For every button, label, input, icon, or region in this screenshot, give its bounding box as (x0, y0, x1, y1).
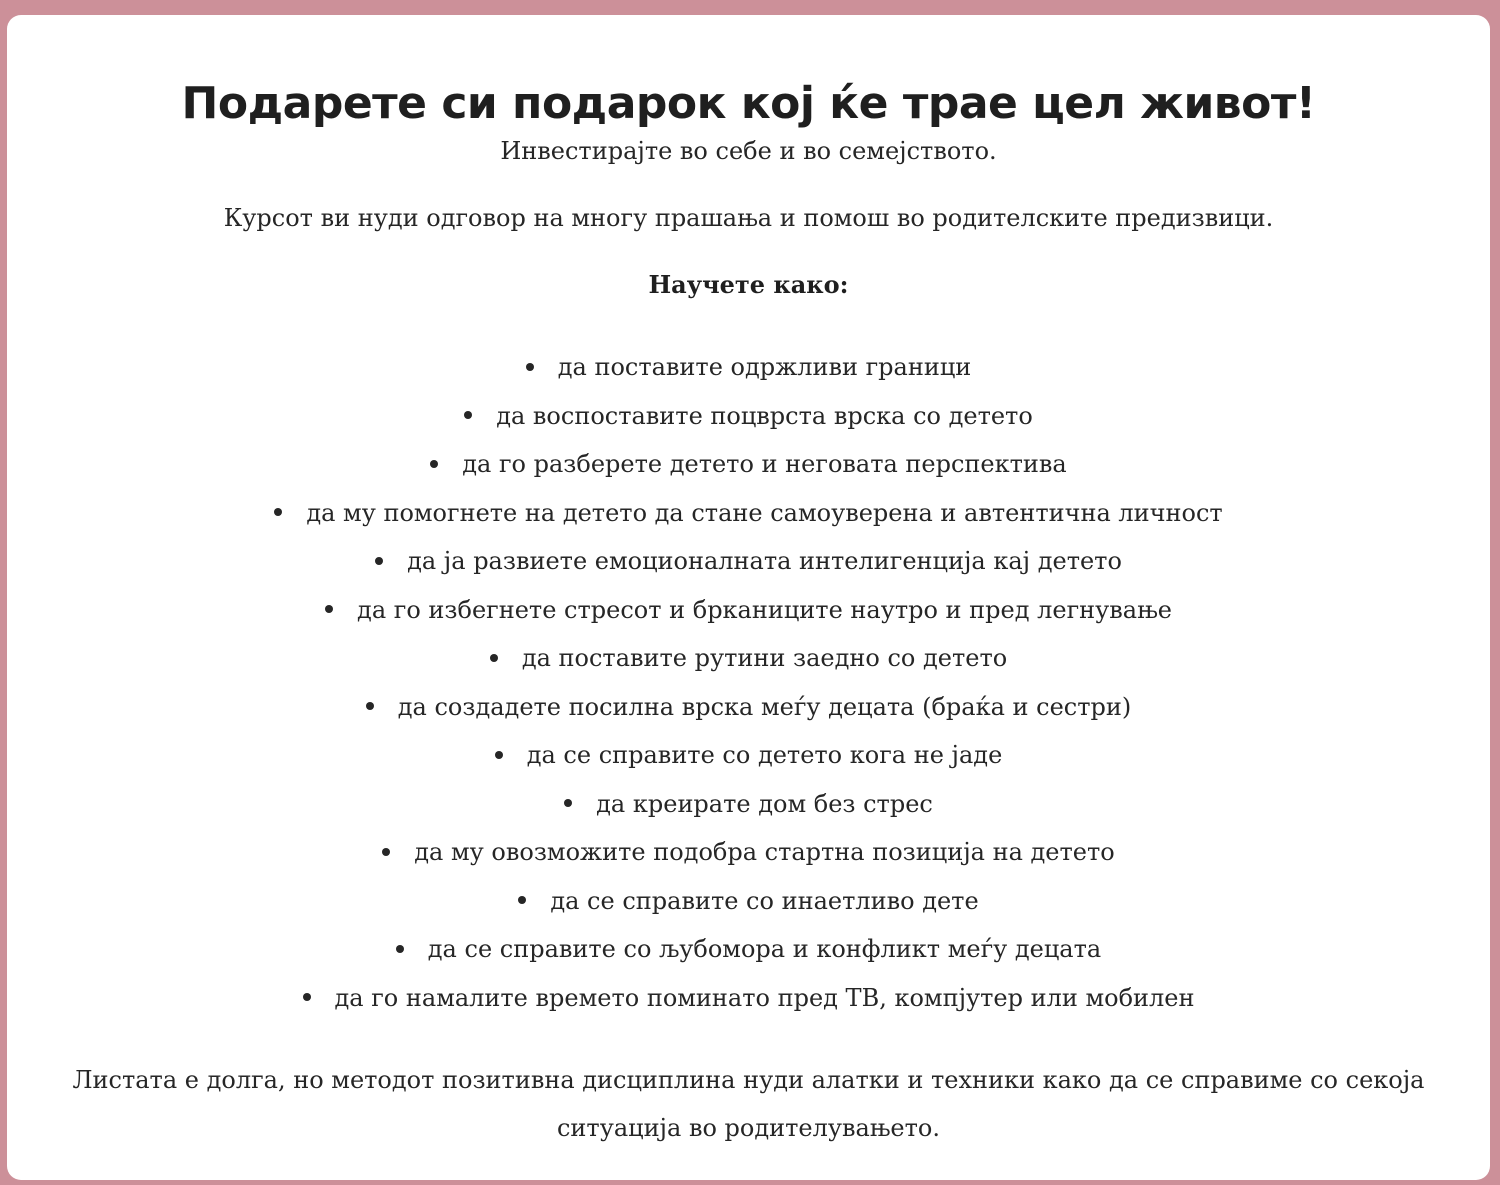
list-item (7, 683, 1490, 732)
list-item-text: да создадете посилна врска меѓу децата (браќа и сестри) (397, 692, 1132, 721)
list-item-text: да воспоставите поцврста врска со детето (496, 401, 1033, 430)
list-item-text: да го избегнете стресот и брканиците наутро и пред легнување (357, 595, 1172, 624)
list-item (7, 877, 1490, 926)
bullet-icon (303, 993, 311, 1001)
bullet-icon (518, 896, 526, 904)
list-item-text: да поставите рутини заедно со детето (521, 644, 1008, 672)
list-item (7, 974, 1490, 1023)
list-item (7, 828, 1490, 877)
bullet-icon (366, 702, 374, 710)
list-item (7, 440, 1490, 489)
list-item (7, 925, 1490, 974)
list-item-text: да ја развиете емоционалната интелигенција кај детето (407, 547, 1122, 575)
list-item (7, 537, 1490, 586)
list-item (7, 780, 1490, 829)
list-item-text: да му овозможите подобра стартна позиција на детето (414, 838, 1115, 866)
bullet-icon (375, 557, 383, 565)
bullet-icon (495, 751, 503, 759)
list-item (7, 731, 1490, 780)
list-item-text: да го разберете детето и неговата перспектива (462, 450, 1067, 478)
bullet-icon (490, 654, 498, 662)
benefits-list (7, 343, 1490, 1022)
bullet-icon (325, 605, 333, 613)
outro-text: Листата е долга, но методот позитивна дисциплина нуди алатки и техники како да се справиме со секоја ситуација во родителувањето. (72, 1066, 1425, 1142)
bullet-icon (464, 411, 472, 419)
list-item (7, 392, 1490, 441)
list-item (7, 634, 1490, 683)
learn-heading: Научете како: (648, 270, 849, 299)
list-item-text: да го намалите времето поминато пред ТВ, компјутер или мобилен (334, 983, 1195, 1012)
bullet-icon (430, 460, 438, 468)
subtitle: Инвестирајте во себе и во семејството. (500, 137, 997, 165)
intro-text: Курсот ви нуди одговор на многу прашања и помош во родителските предизвици. (223, 204, 1274, 232)
list-item-text: да му помогнете на детето да стане самоуверена и автентична личност (306, 498, 1223, 527)
list-item-text: да се справите со инаетливо дете (550, 886, 979, 915)
list-item (7, 586, 1490, 635)
bullet-icon (526, 363, 534, 371)
bullet-icon (564, 799, 572, 807)
bullet-icon (382, 848, 390, 856)
bullet-icon (396, 945, 404, 953)
list-item-text: да поставите одржливи граници (557, 353, 972, 381)
bullet-icon (274, 508, 282, 516)
list-item-text: да креирате дом без стрес (596, 789, 933, 818)
list-item-text: да се справите со детето кога не јаде (526, 741, 1003, 769)
list-item (7, 343, 1490, 392)
content-card (7, 15, 1490, 1180)
page-title: Подарете си подарок кој ќе трае цел живот! (181, 78, 1316, 129)
list-item-text: да се справите со љубомора и конфликт меѓу децата (427, 935, 1102, 963)
list-item (7, 489, 1490, 538)
